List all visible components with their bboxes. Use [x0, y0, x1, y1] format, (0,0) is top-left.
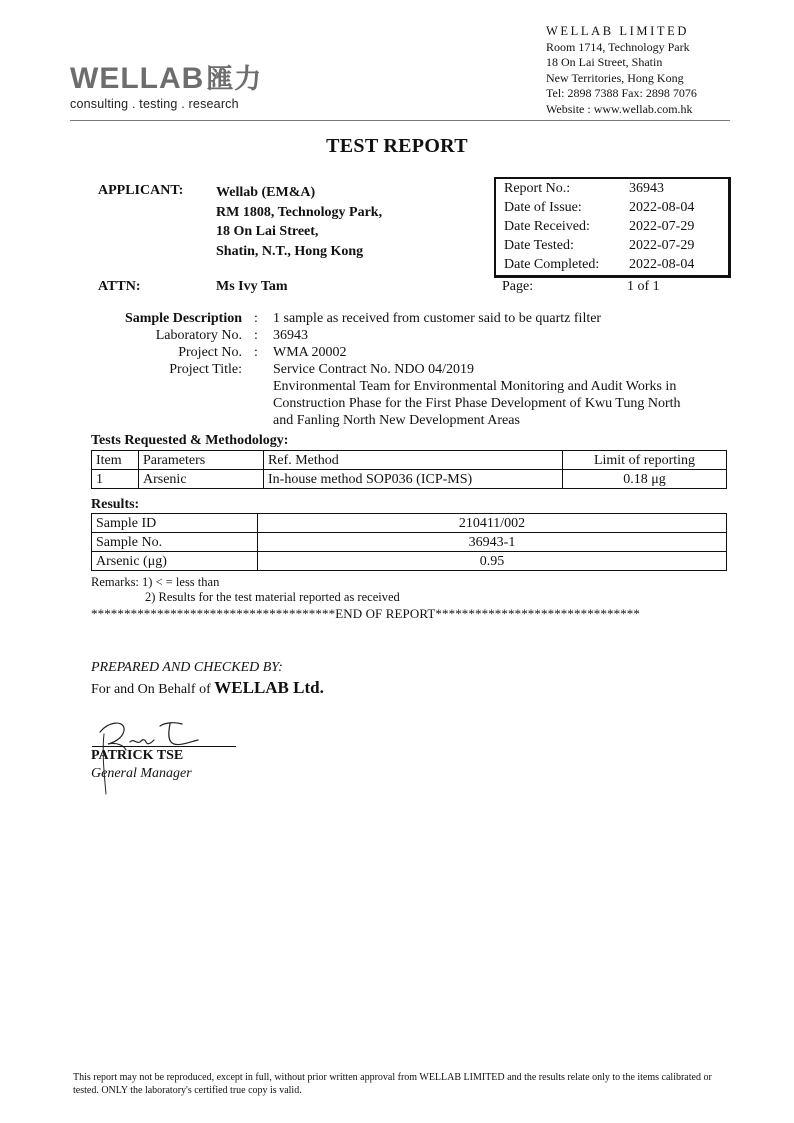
applicant-label: APPLICANT:: [98, 183, 184, 198]
signer-title: General Manager: [91, 766, 192, 781]
report-no-row: [504, 181, 728, 200]
page-title: TEST REPORT: [326, 135, 468, 157]
table-cell: Arsenic: [139, 470, 264, 489]
address-line: 18 On Lai Street, Shatin: [546, 55, 663, 69]
lab-no-value: 36943: [273, 328, 308, 343]
company-logo: [70, 64, 270, 111]
header-divider: [70, 120, 730, 121]
report-info-key: Date Received:: [504, 219, 590, 234]
colon: :: [254, 328, 258, 343]
logo-cjk: 匯力: [206, 64, 263, 94]
prepared-by-label: PREPARED AND CHECKED BY:: [91, 660, 283, 675]
report-info-value: 2022-07-29: [629, 219, 695, 234]
table-cell: Arsenic (μg): [92, 552, 258, 571]
colon: :: [254, 311, 258, 326]
tests-section-label: Tests Requested & Methodology:: [91, 433, 289, 448]
address-line: New Territories, Hong Kong: [546, 70, 684, 85]
website: Website : www.wellab.com.hk: [546, 101, 693, 116]
sample-values: [273, 310, 713, 429]
signer-name: PATRICK TSE: [91, 748, 184, 763]
table-cell: 0.18 μg: [563, 470, 727, 489]
project-title-line: Construction Phase for the First Phase Development of Kwu Tung North: [273, 396, 681, 411]
attn-label: ATTN:: [98, 279, 141, 294]
sample-colons: [254, 310, 258, 361]
company-address-block: [546, 24, 697, 117]
report-info-box: [494, 177, 731, 278]
table-cell: Sample ID: [92, 514, 258, 533]
lab-no-label: Laboratory No.: [155, 328, 242, 343]
report-info-value: 2022-07-29: [629, 238, 695, 253]
project-title-line: Service Contract No. NDO 04/2019: [273, 362, 475, 377]
project-no-value: WMA 20002: [273, 345, 347, 360]
page-value: 1 of 1: [627, 279, 660, 294]
logo-text: WELLAB: [70, 62, 205, 95]
table-cell: 210411/002: [258, 514, 727, 533]
table-cell: 36943-1: [258, 533, 727, 552]
results-table: [91, 513, 727, 571]
date-completed-row: [504, 257, 728, 276]
table-row: [92, 514, 727, 533]
footer-disclaimer: This report may not be reproduced, except in full, without prior written approval from WELLAB LIMITED and the results relate only to the items calibrated or tested. ONLY the laboratory's certified true copy is valid.: [73, 1072, 712, 1096]
report-info-value: 36943: [629, 181, 664, 196]
report-info-key: Date Completed:: [504, 257, 600, 272]
table-row: [92, 552, 727, 571]
logo-tagline: consulting . testing . research: [70, 97, 239, 111]
address-line: Room 1714, Technology Park: [546, 39, 690, 54]
applicant-line: Wellab (EM&A): [216, 185, 316, 200]
table-cell: 1: [92, 470, 139, 489]
table-header-cell: Parameters: [139, 451, 264, 470]
page-key: Page:: [502, 279, 534, 294]
report-info-value: 2022-08-04: [629, 200, 695, 215]
project-no-label: Project No.: [178, 345, 242, 360]
remarks: [91, 575, 400, 605]
date-received-row: [504, 219, 728, 238]
applicant-address: [216, 183, 382, 261]
sample-keys: [100, 310, 242, 378]
applicant-line: Shatin, N.T., Hong Kong: [216, 243, 364, 259]
on-behalf-line: [91, 678, 324, 698]
remark-line: 2) Results for the test material reported as received: [145, 590, 400, 604]
table-header-row: [92, 451, 727, 470]
report-info-value: 2022-08-04: [629, 257, 695, 272]
tel-fax: Tel: 2898 7388 Fax: 2898 7076: [546, 86, 697, 100]
table-cell: 0.95: [258, 552, 727, 571]
table-cell: In-house method SOP036 (ICP-MS): [264, 470, 563, 489]
project-title-line: and Fanling North New Development Areas: [273, 413, 520, 428]
sample-desc-value: 1 sample as received from customer said to be quartz filter: [273, 311, 602, 326]
table-header-cell: Limit of reporting: [563, 451, 727, 470]
behalf-company: WELLAB Ltd.: [214, 678, 324, 697]
end-of-report: *************************************END OF REPORT*******************************: [91, 606, 640, 621]
project-title-label: Project Title:: [169, 362, 242, 377]
tests-table: [91, 450, 727, 489]
report-info-key: Date Tested:: [504, 238, 574, 253]
attn-value: Ms Ivy Tam: [216, 279, 288, 294]
results-section-label: Results:: [91, 497, 140, 512]
project-title-line: Environmental Team for Environmental Monitoring and Audit Works in: [273, 379, 677, 394]
date-of-issue-row: [504, 200, 728, 219]
signature-line: [92, 746, 236, 747]
remark-line: Remarks: 1) < = less than: [91, 575, 220, 589]
table-header-cell: Ref. Method: [264, 451, 563, 470]
company-name: WELLAB LIMITED: [546, 24, 689, 38]
report-info-key: Date of Issue:: [504, 200, 582, 215]
table-row: [92, 533, 727, 552]
table-cell: Sample No.: [92, 533, 258, 552]
behalf-prefix: For and On Behalf of: [91, 682, 211, 697]
applicant-line: RM 1808, Technology Park,: [216, 204, 383, 220]
table-header-cell: Item: [92, 451, 139, 470]
report-info-key: Report No.:: [504, 181, 571, 196]
date-tested-row: [504, 238, 728, 257]
colon: :: [254, 345, 258, 360]
sample-desc-label: Sample Description: [124, 311, 242, 326]
table-row: [92, 470, 727, 489]
applicant-line: 18 On Lai Street,: [216, 224, 319, 239]
